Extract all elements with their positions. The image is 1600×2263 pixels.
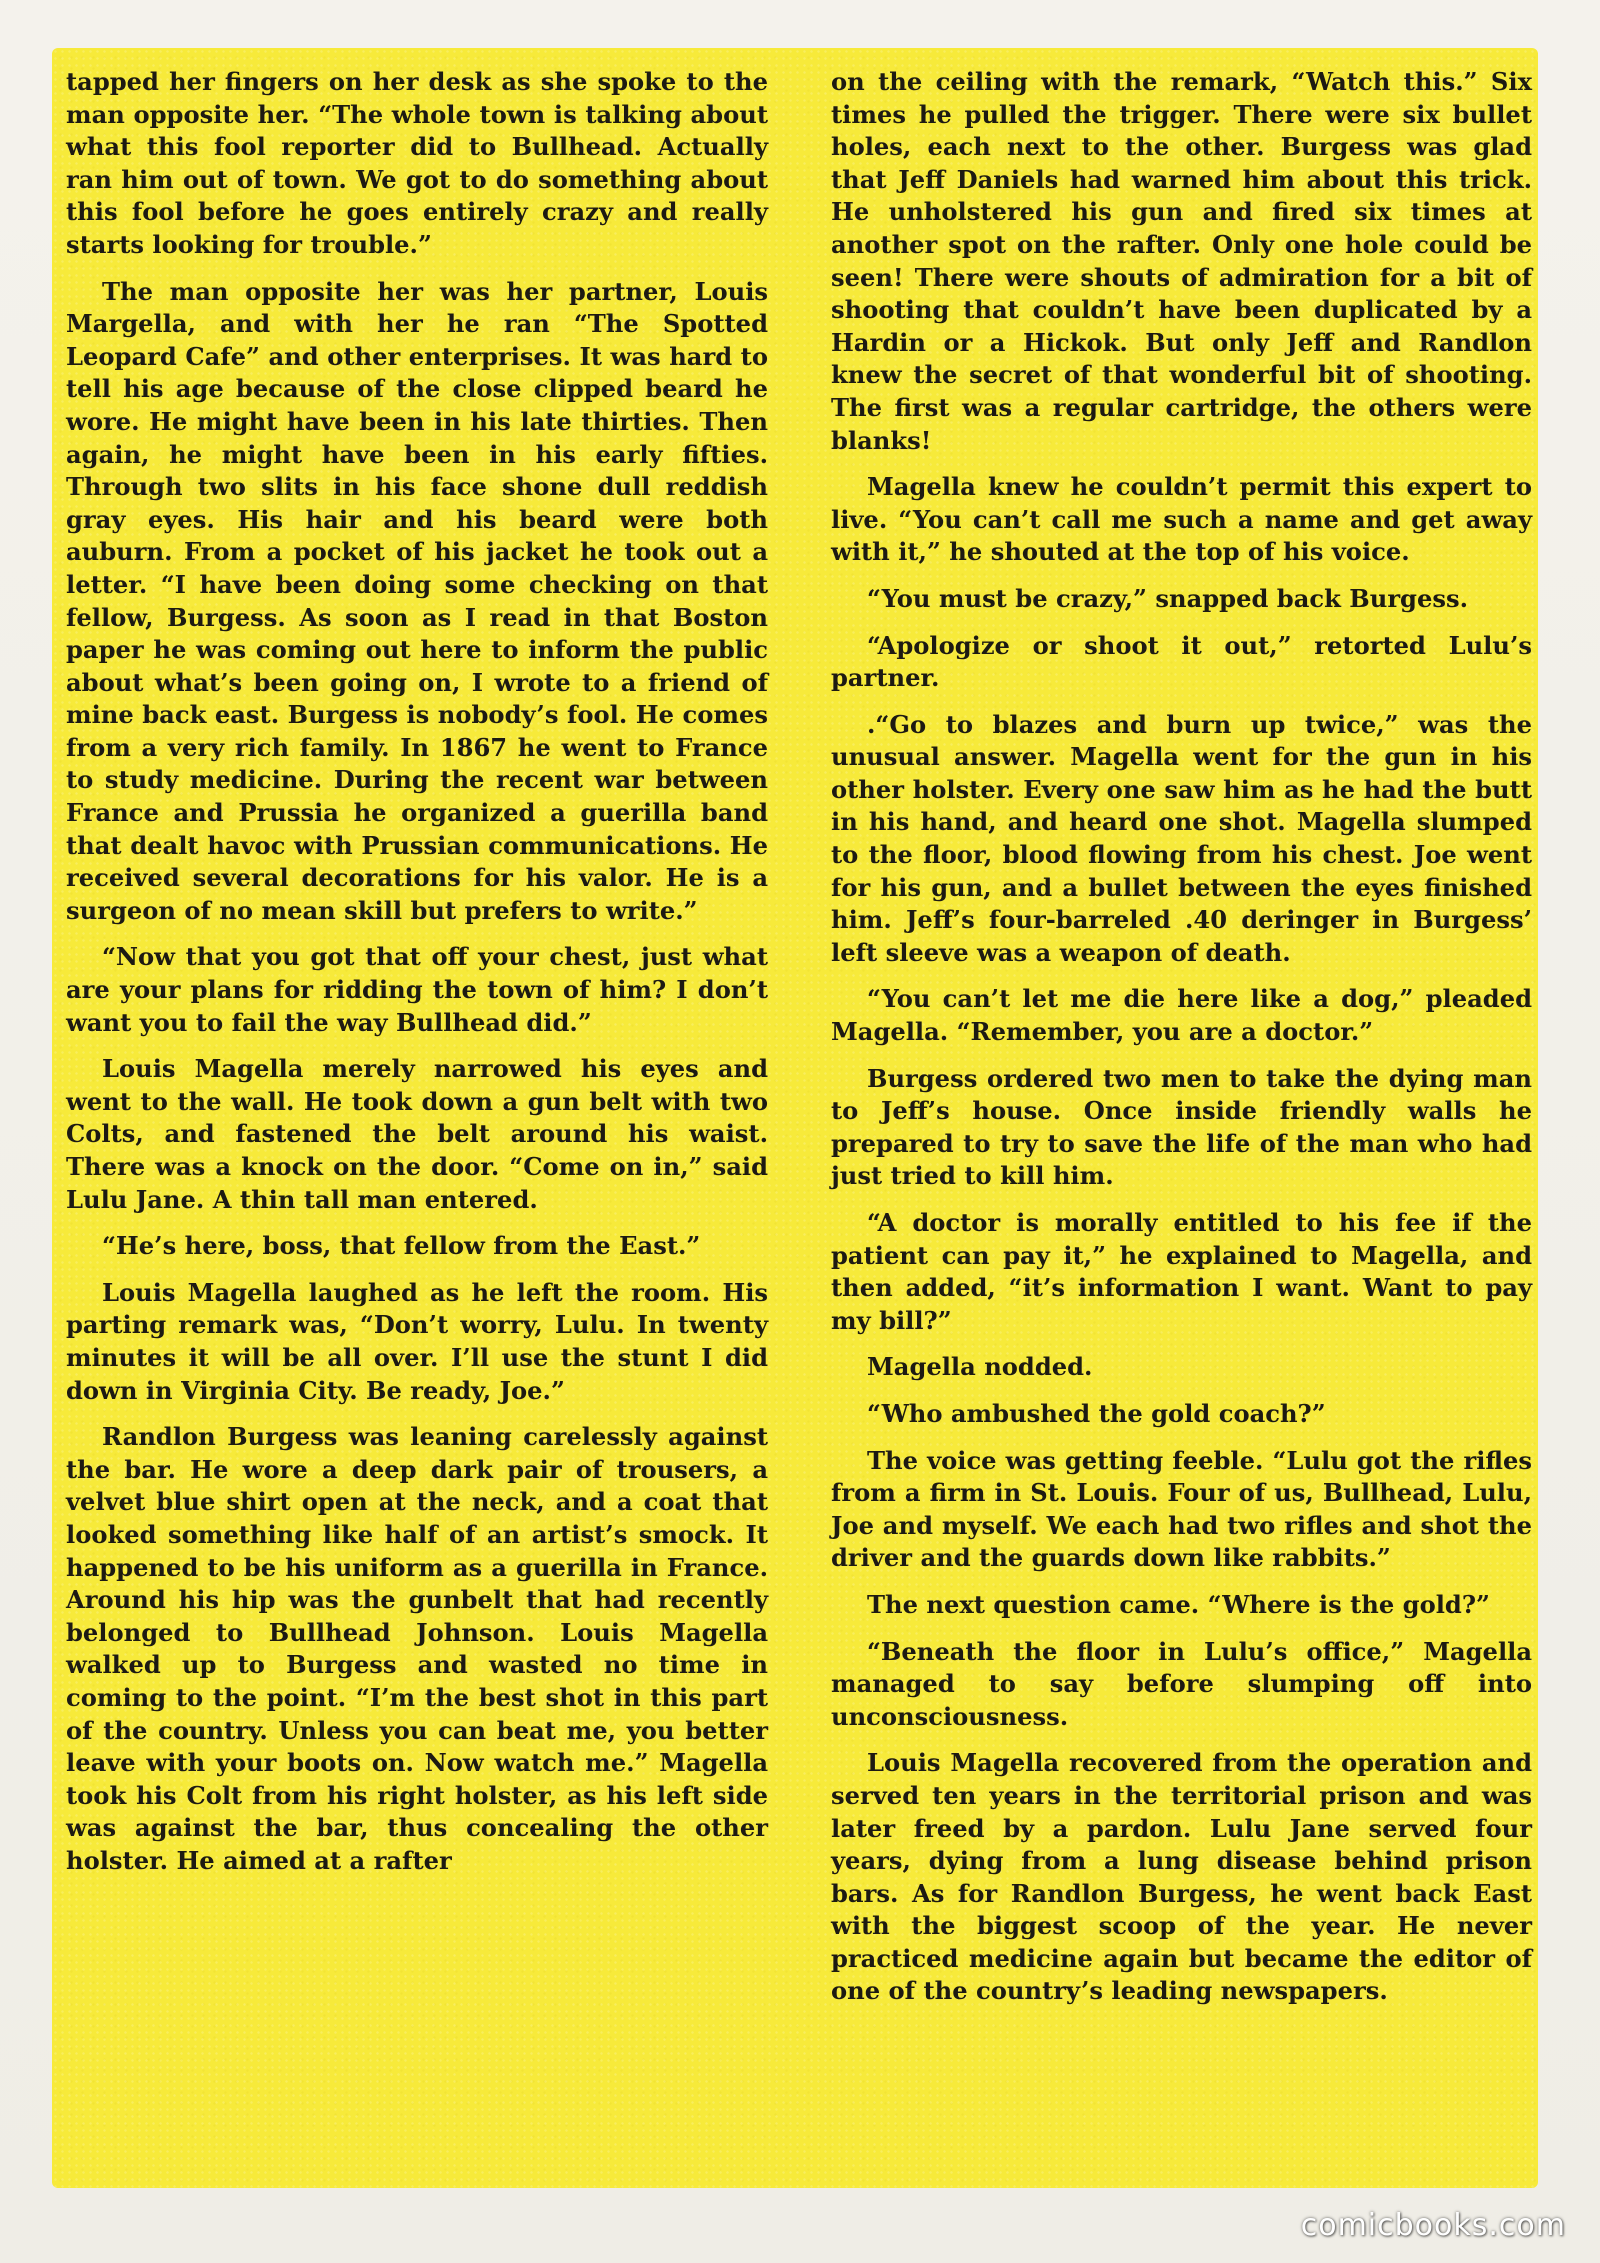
paragraph: “You can’t let me die here like a dog,” pleaded Magella. “Remember, you are a doctor.” <box>831 984 1532 1047</box>
paragraph: Magella nodded. <box>867 1352 1093 1382</box>
paragraph: .“Go to blazes and burn up twice,” was the unusual answer. Magella went for the gun in his other holster. Every one saw him as he had the butt in his hand, and heard one shot. Magella slumped to the floor, blood flowing from his chest. Joe went for his gun, and a bullet between the eyes finished him. Jeff’s four-barreled .40 deringer in Burgess’ left sleeve was a weapon of death. <box>831 709 1532 967</box>
paragraph: “You must be crazy,” snapped back Burgess. <box>867 583 1469 613</box>
paragraph: The voice was getting feeble. “Lulu got the rifles from a firm in St. Louis. Four of us, Bullhead, Lulu, Joe and myself. We each had two rifles and shot the driver and the guards down like rabbits.” <box>831 1445 1532 1573</box>
paragraph: Randlon Burgess was leaning carelessly against the bar. He wore a deep dark pair of trousers, a velvet blue shirt open at the neck, and a coat that looked something like half of an artist’s smock. It happened to be his uniform as a guerilla in France. Around his hip was the gunbelt that had recently belonged to Bullhead Johnson. Louis Magella walked up to Burgess and wasted no time in coming to the point. “I’m the best shot in this part of the country. Unless you can beat me, you better leave with your boots on. Now watch me.” Magella took his Colt from his right holster, as his left side was against the bar, thus concealing the other holster. He aimed at a rafter <box>66 1422 768 1875</box>
paragraph: “A doctor is morally entitled to his fee if the patient can pay it,” he explained to Magella, and then added, “it’s information I want. Want to pay my bill?” <box>831 1208 1532 1335</box>
left-text-column <box>66 66 768 1891</box>
paragraph: “Apologize or shoot it out,” retorted Lulu’s partner. <box>831 630 1532 693</box>
paragraph: Burgess ordered two men to take the dying man to Jeff’s house. Once inside friendly walls he prepared to try to save the life of the man who had just tried to kill him. <box>831 1063 1532 1191</box>
site-watermark: comicbooks.com <box>1300 2208 1566 2243</box>
paragraph: Magella knew he couldn’t permit this expert to live. “You can’t call me such a name and get away with it,” he shouted at the top of his voice. <box>831 472 1532 567</box>
paragraph: “He’s here, boss, that fellow from the East.” <box>102 1231 701 1261</box>
paragraph: The next question came. “Where is the gold?” <box>867 1589 1490 1619</box>
paragraph: Louis Magella laughed as he left the room. His parting remark was, “Don’t worry, Lulu. In twenty minutes it will be all over. I’ll use the stunt I did down in Virginia City. Be ready, Joe.” <box>66 1277 768 1405</box>
paragraph: “Now that you got that off your chest, just what are your plans for ridding the town of him? I don’t want you to fail the way Bullhead did.” <box>66 942 768 1037</box>
paragraph: Louis Magella merely narrowed his eyes and went to the wall. He took down a gun belt with two Colts, and fastened the belt around his waist. There was a knock on the door. “Come on in,” said Lulu Jane. A thin tall man entered. <box>66 1054 768 1214</box>
paragraph: Louis Magella recovered from the operation and served ten years in the territorial prison and was later freed by a pardon. Lulu Jane served four years, dying from a lung disease behind prison bars. As for Randlon Burgess, he went back East with the biggest scoop of the year. He never practiced medicine again but became the editor of one of the country’s leading newspapers. <box>831 1748 1532 2006</box>
paragraph: The man opposite her was her partner, Louis Margella, and with her he ran “The Spotted Leopard Cafe” and other enterprises. It was hard to tell his age because of the close clipped beard he wore. He might have been in his late thirties. Then again, he might have been in his early fifties. Through two slits in his face shone dull reddish gray eyes. His hair and his beard were both auburn. From a pocket of his jacket he took out a letter. “I have been doing some checking on that fellow, Burgess. As soon as I read in that Boston paper he was coming out here to inform the public about what’s been going on, I wrote to a friend of mine back east. Burgess is nobody’s fool. He comes from a very rich family. In 1867 he went to France to study medicine. During the recent war between France and Prussia he organized a guerilla band that dealt havoc with Prussian communications. He received several decorations for his valor. He is a surgeon of no mean skill but prefers to write.” <box>66 276 768 925</box>
paragraph: tapped her fingers on her desk as she spoke to the man opposite her. “The whole town is talking about what this fool reporter did to Bullhead. Actually ran him out of town. We got to do something about this fool before he goes entirely crazy and really starts looking for trouble.” <box>66 67 768 259</box>
paragraph: “Who ambushed the gold coach?” <box>867 1398 1326 1428</box>
paragraph: “Beneath the floor in Lulu’s office,” Magella managed to say before slumping off into unconsciousness. <box>831 1636 1532 1731</box>
right-text-column <box>831 66 1532 2022</box>
paragraph: on the ceiling with the remark, “Watch this.” Six times he pulled the trigger. There were six bullet holes, each next to the other. Burgess was glad that Jeff Daniels had warned him about this trick. He unholstered his gun and fired six times at another spot on the rafter. Only one hole could be seen! There were shouts of admiration for a bit of shooting that couldn’t have been duplicated by a Hardin or a Hickok. But only Jeff and Randlon knew the secret of that wonderful bit of shooting. The first was a regular cartridge, the others were blanks! <box>831 67 1532 455</box>
